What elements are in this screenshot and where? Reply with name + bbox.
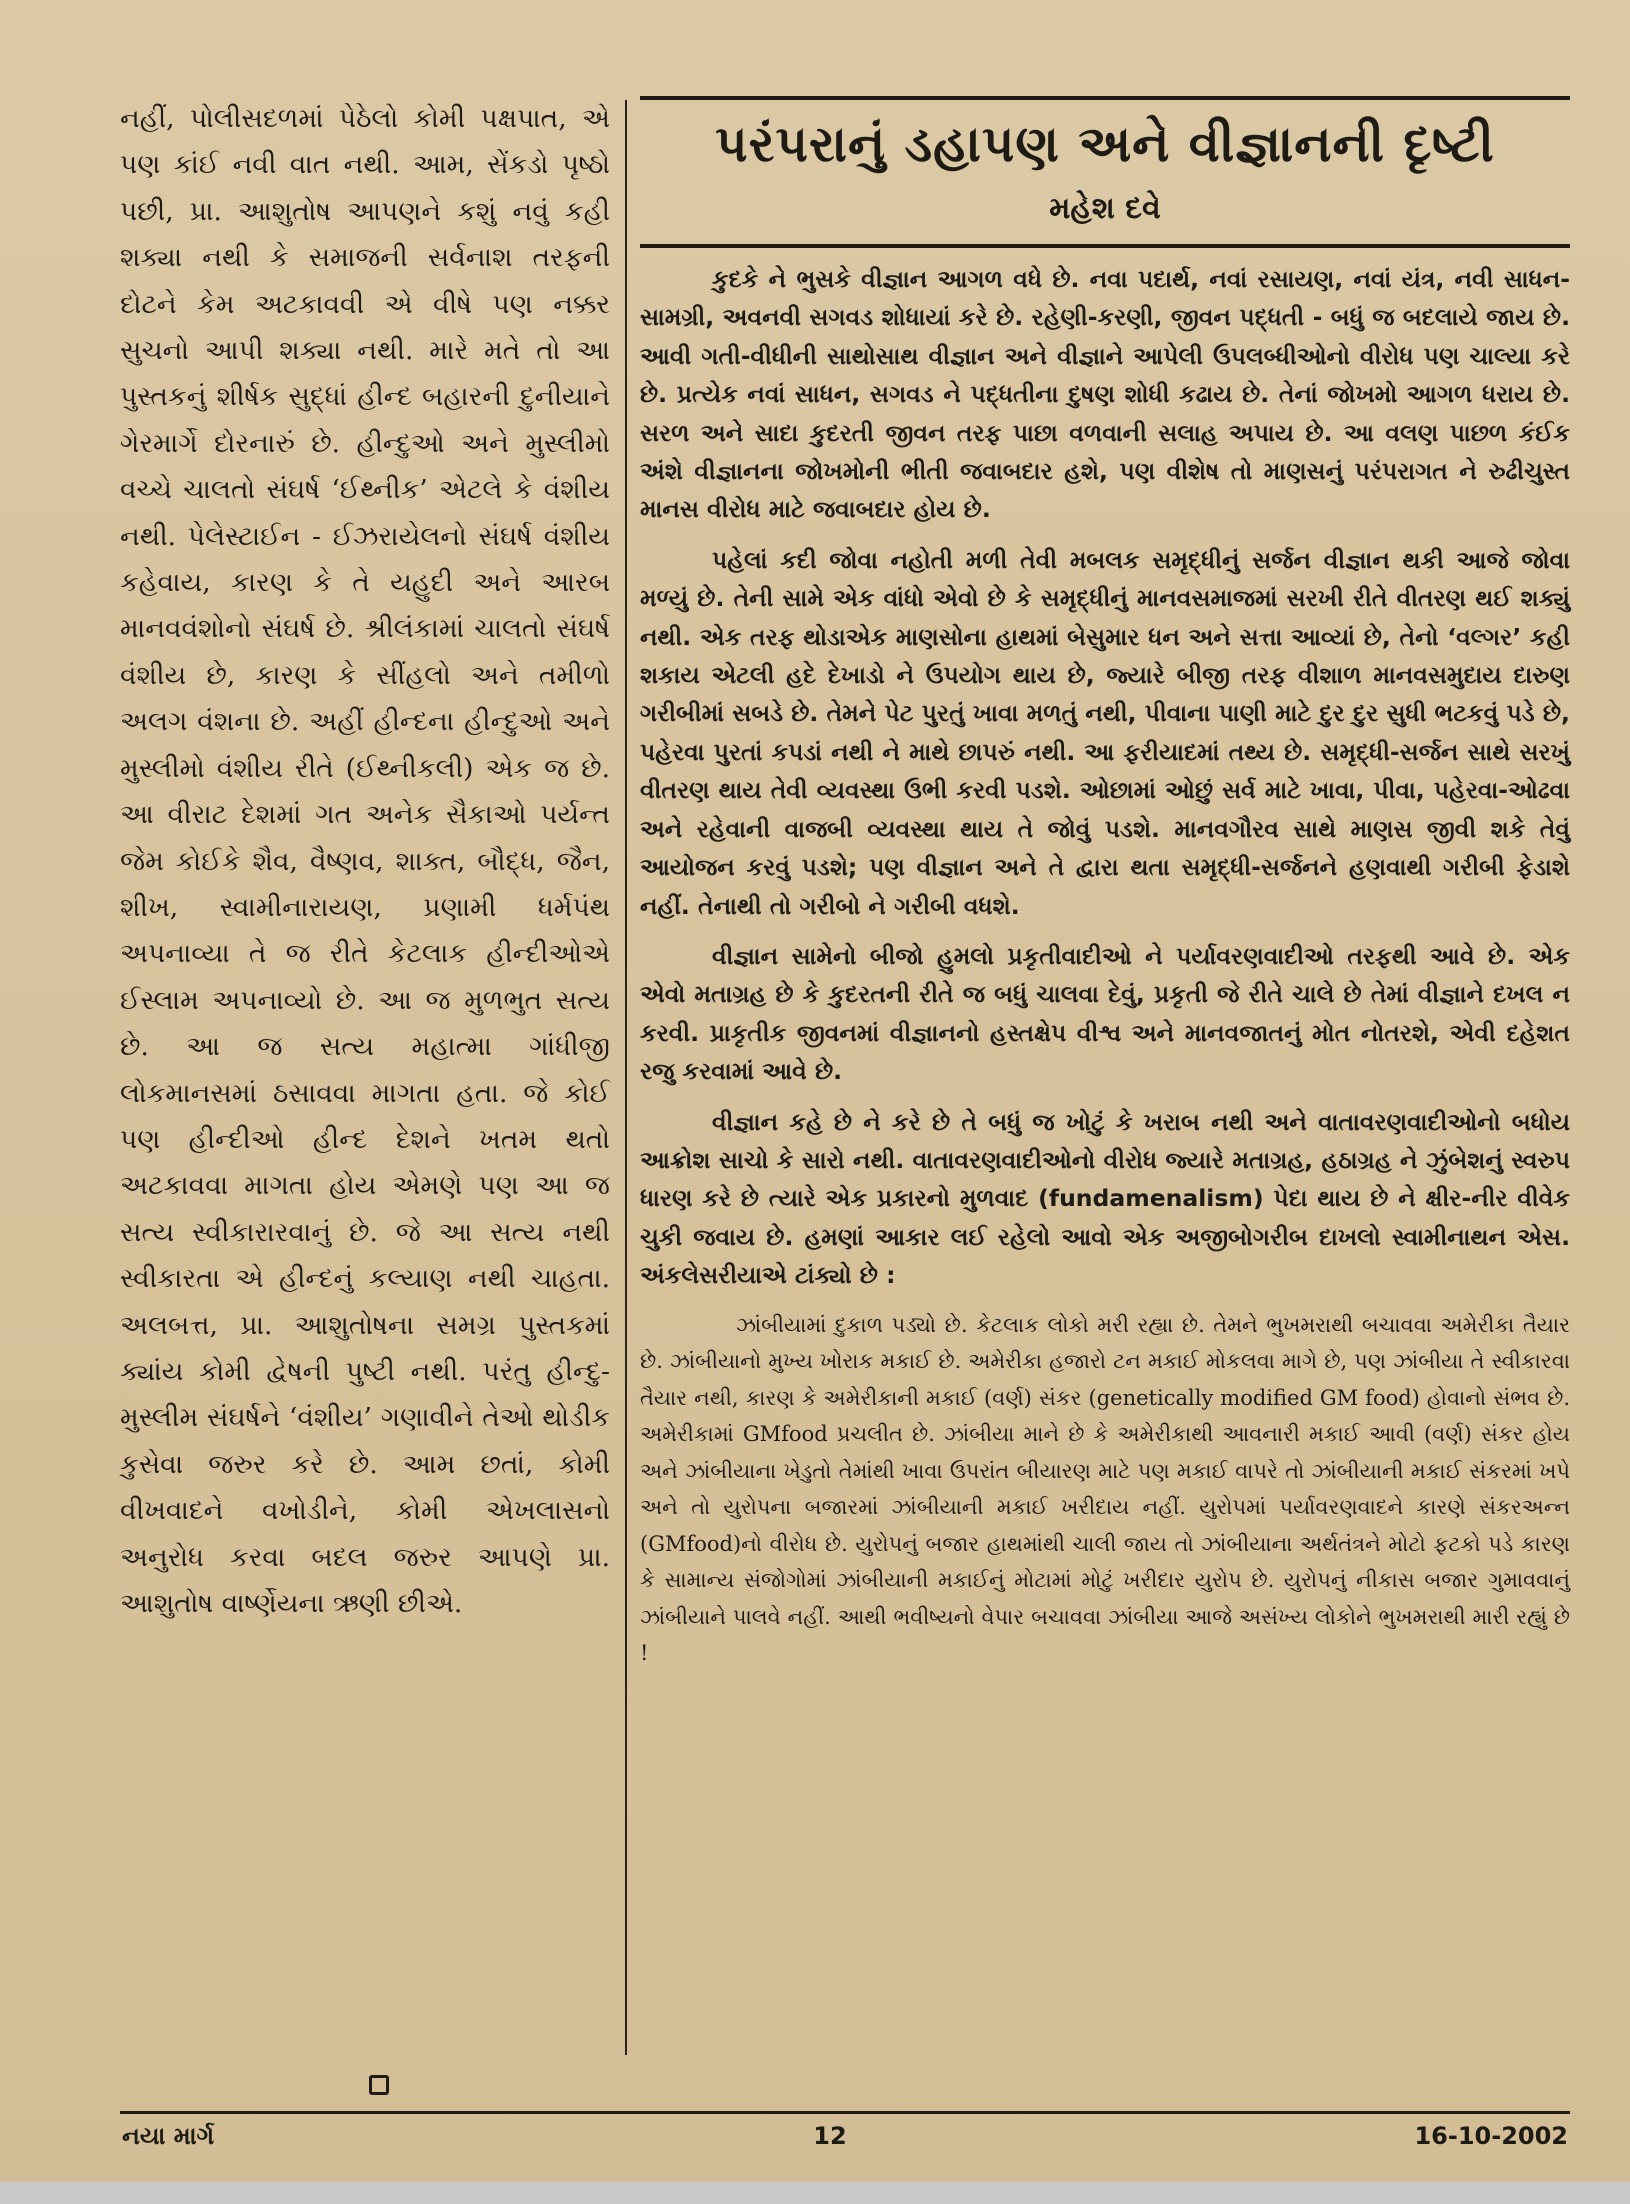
article-paragraph: વીજ્ઞાન સામેનો બીજો હુમલો પ્રકૃતીવાદીઓ ને પર્યાવરણવાદીઓ તરફથી આવે છે. એક એવો મતાગ્રહ છે કે કુદરતની રીતે જ બધું ચાલવા દેવું, પ્રકૃતી જે રીતે ચાલે છે તેમાં વીજ્ઞાને દખલ ન કરવી. પ્રાકૃતીક જીવનમાં વીજ્ઞાનનો હસ્તક્ષેપ વીશ્વ અને માનવજાતનું મોત નોતરશે, એવી દહેશત રજુ કરવામાં આવે છે. [640,941,1570,1086]
page-number: 12 [813,2122,847,2150]
end-of-article-icon [369,2075,389,2095]
article-body [640,260,1570,1295]
column-divider [625,100,627,2055]
article-paragraph: પહેલાં કદી જોવા નહોતી મળી તેવી મબલક સમૃદ્ધીનું સર્જન વીજ્ઞાન થકી આજે જોવા મળ્યું છે. તેની સામે એક વાંધો એવો છે કે સમૃદ્ધીનું માનવસમાજમાં સરખી રીતે વીતરણ થઈ શક્યું નથી. એક તરફ થોડાએક માણસોના હાથમાં બેસુમાર ધન અને સત્તા આવ્યાં છે, તેનો ‘વલ્ગર’ કહી શકાય એટલી હદે દેખાડો ને ઉપયોગ થાય છે, જ્યારે બીજી તરફ વીશાળ માનવસમુદાય દારુણ ગરીબીમાં સબડે છે. તેમને પેટ પુરતું ખાવા મળતું નથી, પીવાના પાણી માટે દુર દુર સુધી ભટકવું પડે છે, પહેરવા પુરતાં કપડાં નથી ને માથે છાપરું નથી. આ ફરીયાદમાં તથ્ય છે. સમૃદ્ધી-સર્જન સાથે સરખું વીતરણ થાય તેવી વ્યવસ્થા ઉભી કરવી પડશે. ઓછામાં ઓછું સર્વ માટે ખાવા, પીવા, પહેરવા-ઓઢવા અને રહેવાની વાજબી વ્યવસ્થા થાય તે જોવું પડશે. માનવગૌરવ સાથે માણસ જીવી શકે તેવું આયોજન કરવું પડશે; પણ વીજ્ઞાન અને તે દ્વારા થતા સમૃદ્ધી-સર્જનને હણવાથી ગરીબી ફેડાશે નહીં. તેનાથી તો ગરીબો ને ગરીબી વધશે. [640,545,1570,920]
article-quote: ઝાંબીયામાં દુકાળ પડ્યો છે. કેટલાક લોકો મરી રહ્યા છે. તેમને ભુખમરાથી બચાવવા અમેરીકા તૈયાર છે. ઝાંબીયાનો મુખ્ય ખોરાક મકાઈ છે. અમેરીકા હજારો ટન મકાઈ મોકલવા માગે છે, પણ ઝાંબીયા તે સ્વીકારવા તૈયાર નથી, કારણ કે અમેરીકાની મકાઈ (વર્ણ) સંકર (genetically modified GM food) હોવાનો સંભવ છે. અમેરીકામાં GMfood પ્રચલીત છે. ઝાંબીયા માને છે કે અમેરીકાથી આવનારી મકાઈ આવી (વર્ણ) સંકર હોય અને ઝાંબીયાના ખેડુતો તેમાંથી ખાવા ઉપરાંત બીયારણ માટે પણ મકાઈ વાપરે તો ઝાંબીયાની મકાઈ સંકરમાં ખપે અને તો યુરોપના બજારમાં ઝાંબીયાની મકાઈ ખરીદાય નહીં. યુરોપમાં પર્યાવરણવાદને કારણે સંકરઅન્ન (GMfood)નો વીરોધ છે. યુરોપનું બજાર હાથમાંથી ચાલી જાય તો ઝાંબીયાના અર્થતંત્રને મોટો ફટકો પડે કારણ કે સામાન્ય સંજોગોમાં ઝાંબીયાની મકાઈનું મોટામાં મોટું ખરીદાર યુરોપ છે. યુરોપનું નીકાસ બજાર ગુમાવવાનું ઝાંબીયાને પાલવે નહીં. આથી ભવીષ્યનો વેપાર બચાવવા ઝાંબીયા આજે અસંખ્ય લોકોને ભુખમરાથી મારી રહ્યું છે ! [640,1312,1570,1666]
title-top-rule [640,96,1570,100]
publication-name: નયા માર્ગ [122,2122,215,2150]
article-paragraph: વીજ્ઞાન કહે છે ને કરે છે તે બધું જ ખોટું કે ખરાબ નથી અને વાતાવરણવાદીઓનો બધોય આક્રોશ સાચો કે સારો નથી. વાતાવરણવાદીઓનો વીરોધ જ્યારે મતાગ્રહ, હઠાગ્રહ ને ઝુંબેશનું સ્વરુપ ધારણ કરે છે ત્યારે એક પ્રકારનો મુળવાદ (fundamenalism) પેદા થાય છે ને ક્ષીર-નીર વીવેક ચુકી જવાય છે. હમણાં આકાર લઈ રહેલો આવો એક અજીબોગરીબ દાખલો સ્વામીનાથન એસ. અંકલેસરીયાએ ટાંક્યો છે : [640,1107,1570,1290]
article-title: પરંપરાનું ડહાપણ અને વીજ્ઞાનની દૃષ્ટી [715,115,1495,173]
article-author: મહેશ દવે [1049,191,1161,226]
issue-date: 16-10-2002 [1414,2122,1568,2150]
scan-edge [0,2182,1630,2204]
article-paragraph: કુદકે ને ભુસકે વીજ્ઞાન આગળ વધે છે. નવા પદાર્થ, નવાં રસાયણ, નવાં યંત્ર, નવી સાધન-સામગ્રી, અવનવી સગવડ શોધાયાં કરે છે. રહેણી-કરણી, જીવન પદ્ધતી - બધું જ બદલાયે જાય છે. આવી ગતી-વીધીની સાથોસાથ વીજ્ઞાન અને વીજ્ઞાને આપેલી ઉપલબ્ધીઓનો વીરોધ પણ ચાલ્યા કરે છે. પ્રત્યેક નવાં સાધન, સગવડ ને પદ્ધતીના દુષણ શોધી કઢાય છે. તેનાં જોખમો આગળ ધરાય છે. સરળ અને સાદા કુદરતી જીવન તરફ પાછા વળવાની સલાહ અપાય છે. આ વલણ પાછળ કંઈક અંશે વીજ્ઞાનના જોખમોની ભીતી જવાબદાર હશે, પણ વીશેષ તો માણસનું પરંપરાગત ને રુઢીચુસ્ત માનસ વીરોધ માટે જવાબદાર હોય છે. [640,265,1571,524]
footer-rule [120,2111,1570,2114]
left-column-text: નહીં, પોલીસદળમાં પેઠેલો કોમી પક્ષપાત, એ પણ કાંઈ નવી વાત નથી. આમ, સેંકડો પૃષ્ઠો પછી, પ્રા. આશુતોષ આપણને કશું નવું કહી શક્યા નથી કે સમાજની સર્વનાશ તરફની દોટને કેમ અટકાવવી એ વીષે પણ નક્કર સુચનો આપી શક્યા નથી. મારે મતે તો આ પુસ્તકનું શીર્ષક સુદ્ધાં હીન્દ બહારની દુનીયાને ગેરમાર્ગે દોરનારું છે. હીન્દુઓ અને મુસ્લીમો વચ્ચે ચાલતો સંઘર્ષ ‘ઈથ્નીક’ એટલે કે વંશીય નથી. પેલેસ્ટાઈન - ઈઝરાયેલનો સંઘર્ષ વંશીય કહેવાય, કારણ કે તે યહુદી અને આરબ માનવવંશોનો સંઘર્ષ છે. શ્રીલંકામાં ચાલતો સંઘર્ષ વંશીય છે, કારણ કે સીંહલો અને તમીળો અલગ વંશના છે. અહીં હીન્દના હીન્દુઓ અને મુસ્લીમો વંશીય રીતે (ઈથ્નીકલી) એક જ છે. આ વીરાટ દેશમાં ગત અનેક સૈકાઓ પર્યન્ત જેમ કોઈકે શૈવ, વૈષ્ણવ, શાક્ત, બૌદ્ધ, જૈન, શીખ, સ્વામીનારાયણ, પ્રણામી ધર્મપંથ અપનાવ્યા તે જ રીતે કેટલાક હીન્દીઓએ ઈસ્લામ અપનાવ્યો છે. આ જ મુળભુત સત્ય છે. આ જ સત્ય મહાત્મા ગાંધીજી લોકમાનસમાં ઠસાવવા માગતા હતા. જે કોઈ પણ હીન્દીઓ હીન્દ દેશને ખતમ થતો અટકાવવા માગતા હોય એમણે પણ આ જ સત્ય સ્વીકારારવાનું છે. જે આ સત્ય નથી સ્વીકારતા એ હીન્દનું કલ્યાણ નથી ચાહતા. અલબત્ત, પ્રા. આશુતોષના સમગ્ર પુસ્તકમાં ક્યાંય કોમી દ્વેષની પુષ્ટી નથી. પરંતુ હીન્દુ-મુસ્લીમ સંઘર્ષને ‘વંશીય’ ગણાવીને તેઓ થોડીક કુસેવા જરુર કરે છે. આમ છતાં, કોમી વીખવાદને વખોડીને, કોમી એખલાસનો અનુરોધ કરવા બદલ જરુર આપણે પ્રા. આશુતોષ વાર્ષ્ણેયના ઋણી છીએ. [120,103,610,1619]
article [640,96,1570,1672]
left-column [120,96,610,1627]
title-bottom-rule [640,244,1570,248]
